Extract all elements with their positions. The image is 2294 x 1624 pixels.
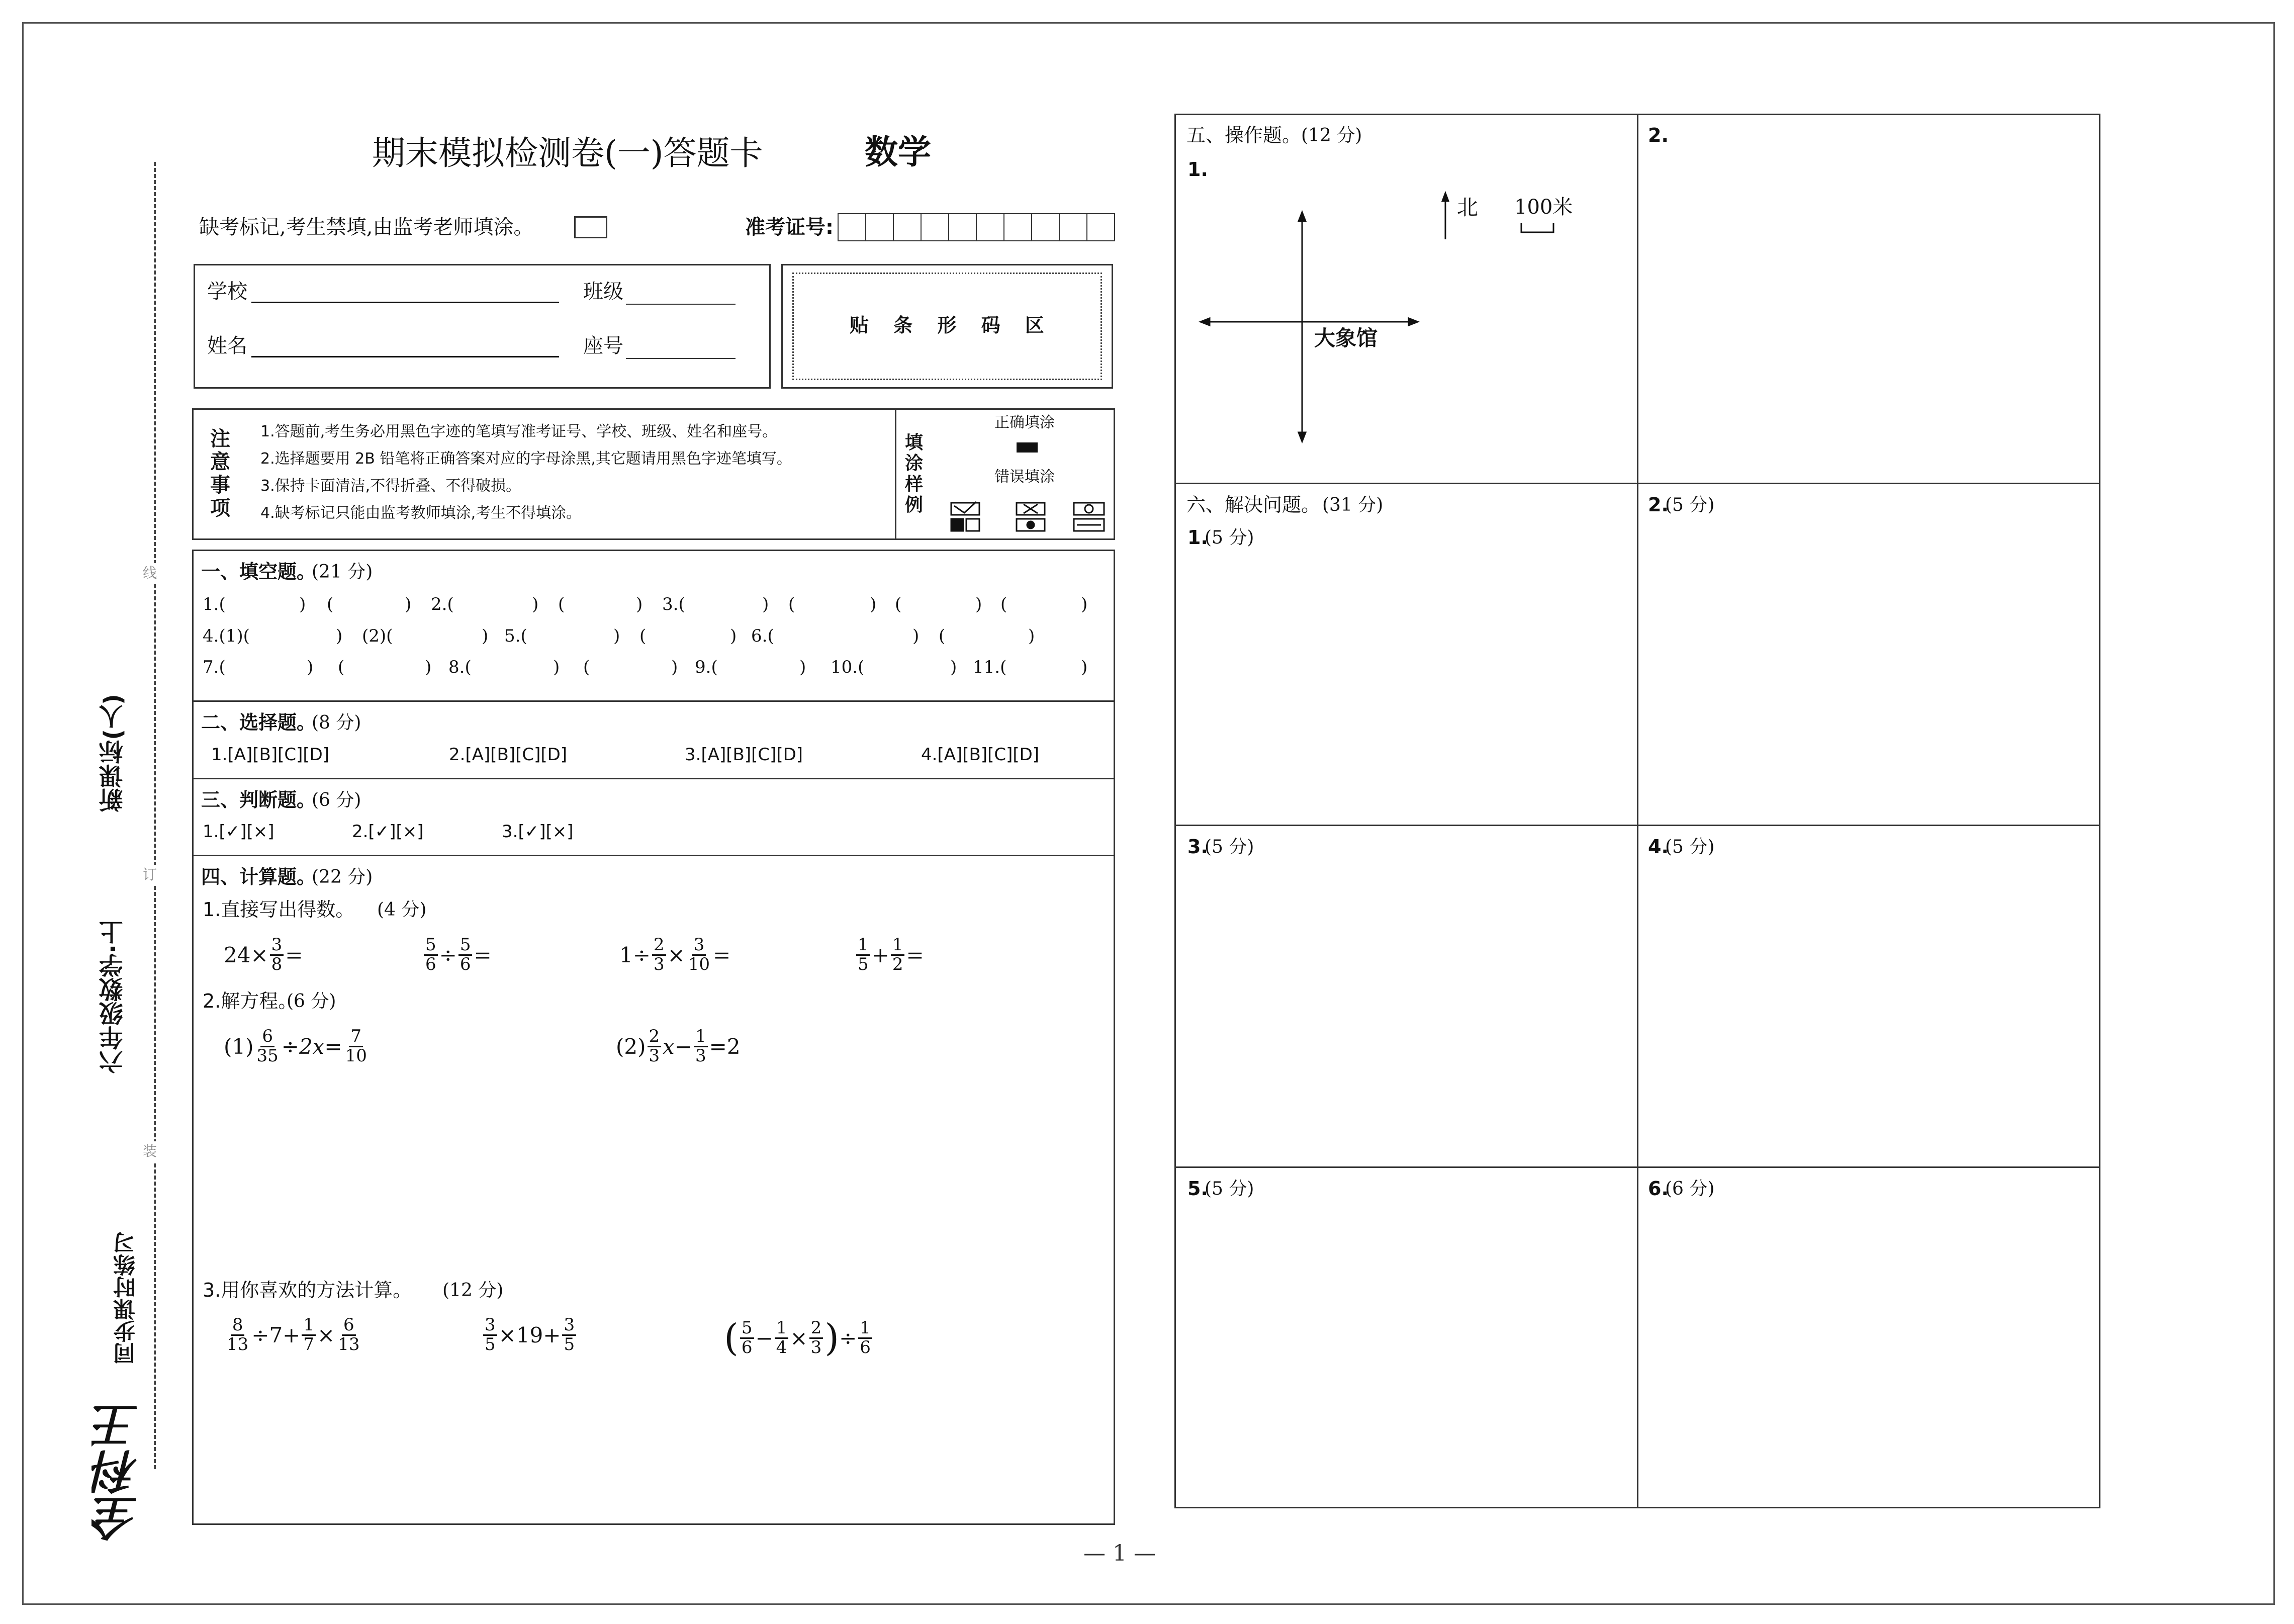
paren: ( [327,594,334,614]
solve-q6-label: 6. [1648,1178,1669,1200]
fill-q4-open: 4.(1)( [203,626,250,646]
solve-q5-label: 5. [1187,1178,1208,1200]
paren: ) [799,657,806,677]
seat-label: 座号 [583,334,623,357]
fill-q8-open: 8.( [448,657,472,677]
section5-title: 五、操作题。 [1186,124,1302,146]
section4-title: 四、计算题。 [201,866,316,888]
right-column-divider [1637,114,1638,1508]
note-item-1: 1.答题前,考生务必用黑色字迹的笔填写准考证号、学校、班级、姓名和座号。 [260,423,778,440]
seat-input[interactable] [626,358,736,359]
spine-brand-logo: 全科王 [91,1403,146,1542]
fill-q9-open: 9.( [695,657,718,677]
fill-q6-open: 6.( [751,626,774,646]
spine-brand-sub: 同步课时练习 [114,1232,139,1365]
paren: ) [336,626,343,646]
correct-fill-sample [1017,442,1038,453]
paren: ) [307,657,314,677]
fill-q2-open: 2.( [431,594,454,614]
page-number: — 1 — [1083,1541,1156,1566]
note-item-2: 2.选择题要用 2B 铅笔将正确答案对应的字母涂黑,其它题请用黑色字迹笔填写。 [260,450,792,468]
binding-line [154,162,156,1469]
paren: ( [1000,594,1007,614]
name-input[interactable] [251,356,559,357]
paren: ) [553,657,560,677]
landmark-label: 大象馆 [1314,326,1378,350]
section1-score: (21 分) [312,562,373,582]
calc-sub2-score: (6 分) [287,991,336,1012]
section4-score: (22 分) [312,867,373,887]
paren: ) [912,626,920,646]
paren: ) [482,626,489,646]
section6-score: (31 分) [1322,495,1384,515]
spine-series: 新课标(人) [99,694,127,813]
paren: ( [558,594,565,614]
solve-q2-score: (5 分) [1665,495,1715,515]
judge-q2[interactable]: 2.[✓][×] [352,822,424,842]
notes-divider [895,408,896,540]
barcode-label: 贴 条 形 码 区 [850,314,1053,336]
binding-ding-char: 订 [143,865,157,885]
direction-diagram [1197,191,1428,453]
equation-2: (2) $\frac{2}{3}$ x − $\frac{1}{3}$ =2 [616,1026,741,1066]
paren: ) [405,594,412,614]
section2-score: (8 分) [312,712,361,733]
paren: ( [895,594,902,614]
paren: ) [1081,594,1088,614]
paren: ) [671,657,678,677]
solve-q4-label: 4. [1648,836,1669,858]
spine-grade: 六年级数学·上 [99,920,127,1074]
binding-zhuang-char: 装 [143,1141,157,1161]
class-input[interactable] [626,304,736,305]
north-label: 北 [1457,195,1479,220]
paren: ) [975,594,982,614]
paren: ( [583,657,590,677]
solve-q6-score: (6 分) [1665,1179,1715,1199]
calc-sub1-title: 1.直接写出得数。 [203,898,355,921]
class-label: 班级 [583,280,623,303]
subject-title: 数学 [865,133,931,171]
student-info-box [194,264,771,389]
paren: ) [730,626,737,646]
school-label: 学校 [207,280,247,303]
section1-title: 一、填空题。 [201,561,316,583]
calc-sub1-score: (4 分) [377,899,427,920]
mixed-calc-3: ( $\frac{5}{6}$ − $\frac{1}{4}$ × $\frac{2}{3}$ ) ÷ $\frac{1}{6}$ [724,1316,874,1360]
mixed-calc-1: $\frac{8}{13}$ ÷7+ $\frac{1}{7}$ × $\frac{6}{13}$ [227,1315,360,1355]
paren: ( [788,594,795,614]
section3-score: (6 分) [312,790,361,810]
calc-expr-c: 1 ÷ $\frac{2}{3}$ × $\frac{3}{10}$ = [619,935,731,974]
note-item-3: 3.保持卡面清洁,不得折叠、不得破损。 [260,477,521,495]
absent-mark-box[interactable] [574,216,607,238]
paren: ( [639,626,647,646]
op-q1-label: 1. [1187,158,1208,181]
paren: ) [950,657,957,677]
equation-1: (1) $\frac{6}{35}$ ÷2x= $\frac{7}{10}$ [224,1026,367,1066]
mixed-calc-2: $\frac{3}{5}$ ×19+ $\frac{3}{5}$ [482,1316,578,1354]
solve-q4-score: (5 分) [1665,837,1715,857]
section5-divider [1174,483,2100,484]
note-item-4: 4.缺考标记只能由监考教师填涂,考生不得填涂。 [260,504,582,522]
page-title: 期末模拟检测卷(一)答题卡 [372,134,763,172]
paren: ) [299,594,306,614]
solve-q5-score: (5 分) [1205,1179,1254,1199]
solve-q1-label: 1. [1187,526,1208,549]
sample-heading: 填 涂 样 例 [905,432,924,516]
paren: ) [532,594,539,614]
judge-q3[interactable]: 3.[✓][×] [502,822,574,842]
paren: ) [636,594,643,614]
paren: ) [762,594,769,614]
choice-q4[interactable]: 4.[A][B][C][D] [921,745,1040,765]
fill-q11-open: 11.( [973,657,1007,677]
school-input[interactable] [251,302,559,303]
paren: ) [870,594,877,614]
calc-expr-d: $\frac{1}{5}$ + $\frac{1}{2}$ = [855,936,924,973]
solve-q3-score: (5 分) [1205,837,1254,857]
paren: ) [425,657,432,677]
paren: ) [1028,626,1035,646]
solve-q2-label: 2. [1648,494,1669,516]
binding-line-char: 线 [143,563,157,583]
row-divider [1174,1166,2100,1168]
section-divider [192,778,1115,779]
scale-bar [1518,221,1558,236]
fill-q5-open: 5.( [504,626,527,646]
solve-q1-score: (5 分) [1205,527,1254,548]
paren: ) [613,626,620,646]
fill-q1-open: 1.( [203,594,226,614]
calc-sub3-title: 3.用你喜欢的方法计算。 [203,1279,412,1301]
section2-title: 二、选择题。 [201,711,316,734]
calc-sub2-title: 2.解方程。 [203,990,298,1012]
wrong-fill-samples [949,500,1110,535]
calc-expr-b: $\frac{5}{6}$ ÷ $\frac{5}{6}$ = [422,936,492,973]
correct-fill-label: 正确填涂 [994,414,1055,431]
choice-q2[interactable]: 2.[A][B][C][D] [449,745,568,765]
row-divider [1174,825,2100,826]
north-arrow-icon [1438,191,1453,241]
section3-title: 三、判断题。 [201,789,316,811]
paren: ) [1081,657,1088,677]
calc-expr-a: 24 × $\frac{3}{8}$ = [224,935,303,974]
fill-q10-open: 10.( [831,657,865,677]
solve-q3-label: 3. [1187,836,1208,858]
wrong-fill-label: 错误填涂 [994,468,1055,486]
section5-score: (12 分) [1301,125,1362,146]
exam-id-cells[interactable] [839,213,1115,241]
fill-q3-open: 3.( [662,594,685,614]
section-divider [192,700,1115,702]
op-q2-label: 2. [1648,124,1669,146]
exam-id-label: 准考证号: [745,216,834,239]
paren: (2)( [362,626,393,646]
section-divider [192,855,1115,856]
paren: ( [939,626,946,646]
choice-q1[interactable]: 1.[A][B][C][D] [211,745,330,765]
absent-mark-label: 缺考标记,考生禁填,由监考老师填涂。 [199,216,534,239]
section6-title: 六、解决问题。 [1186,494,1321,516]
fill-q7-open: 7.( [203,657,226,677]
scale-label: 100米 [1514,196,1573,219]
calc-sub3-score: (12 分) [442,1280,504,1301]
choice-q3[interactable]: 3.[A][B][C][D] [685,745,803,765]
notes-heading: 注 意 事 项 [210,427,230,520]
name-label: 姓名 [207,334,247,357]
judge-q1[interactable]: 1.[✓][×] [203,822,274,842]
paren: ( [338,657,345,677]
